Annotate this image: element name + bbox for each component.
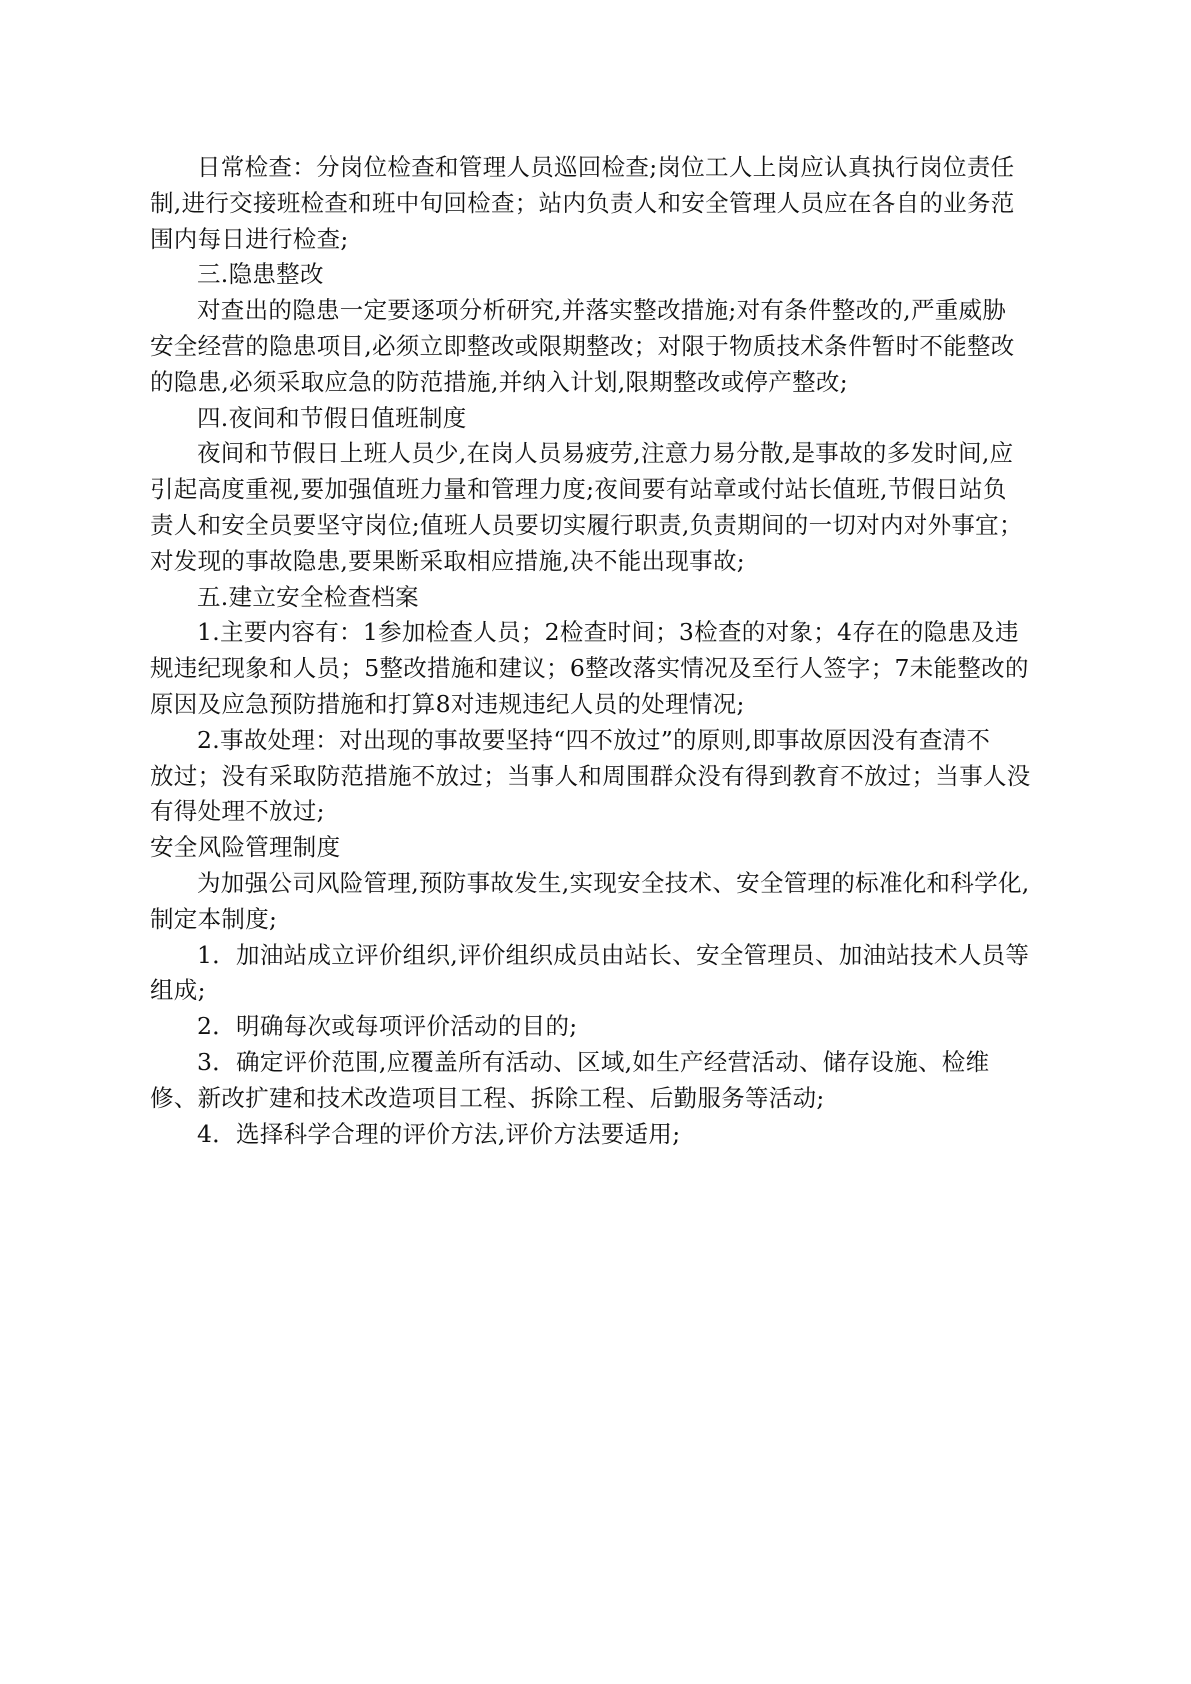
heading-text: 五.建立安全检查档案: [197, 582, 419, 611]
text-line: 组成;: [150, 976, 206, 1005]
paragraph-accident-handling: [150, 723, 1055, 830]
list-item-risk-1: [150, 938, 1055, 1010]
heading-inspection-archive: [150, 580, 1055, 616]
document-page: [150, 150, 1055, 1152]
text-line: 4．选择科学合理的评价方法,评价方法要适用;: [197, 1119, 681, 1148]
text-line: 对发现的事故隐患,要果断采取相应措施,决不能出现事故;: [150, 546, 745, 575]
list-item-risk-3: [150, 1045, 1055, 1117]
paragraph-archive-contents: [150, 615, 1055, 722]
text-line: 1.主要内容有：1参加检查人员；2检查时间；3检查的对象；4存在的隐患及违: [197, 618, 1019, 647]
paragraph-hazard-rectification: [150, 293, 1055, 400]
text-line: 1．加油站成立评价组织,评价组织成员由站长、安全管理员、加油站技术人员等: [197, 940, 1030, 969]
list-item-risk-4: [150, 1117, 1055, 1153]
text-line: 制定本制度;: [150, 904, 278, 933]
text-line: 夜间和节假日上班人员少,在岗人员易疲劳,注意力易分散,是事故的多发时间,应: [197, 439, 1014, 468]
text-line: 放过；没有采取防范措施不放过；当事人和周围群众没有得到教育不放过；当事人没: [150, 761, 1031, 790]
section-title-risk-management: [150, 830, 1055, 866]
text-line: 围内每日进行检查;: [150, 224, 349, 253]
section-title-text: 安全风险管理制度: [150, 833, 341, 862]
text-line: 3．确定评价范围,应覆盖所有活动、区域,如生产经营活动、储存设施、检维: [197, 1047, 990, 1076]
text-line: 制,进行交接班检查和班中旬回检查；站内负责人和安全管理人员应在各自的业务范: [150, 188, 1015, 217]
heading-hazard-rectification: [150, 257, 1055, 293]
text-line: 2．明确每次或每项评价活动的目的;: [197, 1012, 578, 1041]
text-line: 修、新改扩建和技术改造项目工程、拆除工程、后勤服务等活动;: [150, 1083, 825, 1112]
text-line: 原因及应急预防措施和打算8对违规违纪人员的处理情况;: [150, 689, 745, 718]
text-line: 有得处理不放过;: [150, 797, 325, 826]
text-line: 2.事故处理：对出现的事故要坚持“四不放过”的原则,即事故原因没有查清不: [197, 725, 991, 754]
paragraph-daily-inspection: [150, 150, 1055, 257]
text-line: 为加强公司风险管理,预防事故发生,实现安全技术、安全管理的标准化和科学化,: [197, 868, 1030, 897]
text-line: 的隐患,必须采取应急的防范措施,并纳入计划,限期整改或停产整改;: [150, 367, 848, 396]
paragraph-risk-intro: [150, 866, 1055, 938]
text-line: 安全经营的隐患项目,必须立即整改或限期整改；对限于物质技术条件暂时不能整改: [150, 331, 1015, 360]
heading-text: 三.隐患整改: [197, 260, 324, 289]
list-item-risk-2: [150, 1009, 1055, 1045]
text-line: 日常检查：分岗位检查和管理人员巡回检查;岗位工人上岗应认真执行岗位责任: [197, 153, 1015, 181]
text-line: 对查出的隐患一定要逐项分析研究,并落实整改措施;对有条件整改的,严重威胁: [197, 296, 1007, 325]
heading-text: 四.夜间和节假日值班制度: [197, 403, 467, 432]
text-line: 规违纪现象和人员；5整改措施和建议；6整改落实情况及至行人签字；7未能整改的: [150, 654, 1029, 683]
text-line: 引起高度重视,要加强值班力量和管理力度;夜间要有站章或付站长值班,节假日站负: [150, 475, 1007, 504]
heading-night-holiday-duty: [150, 401, 1055, 437]
text-line: 责人和安全员要坚守岗位;值班人员要切实履行职责,负责期间的一切对内对外事宜；: [150, 510, 1023, 539]
paragraph-night-holiday-duty: [150, 436, 1055, 579]
